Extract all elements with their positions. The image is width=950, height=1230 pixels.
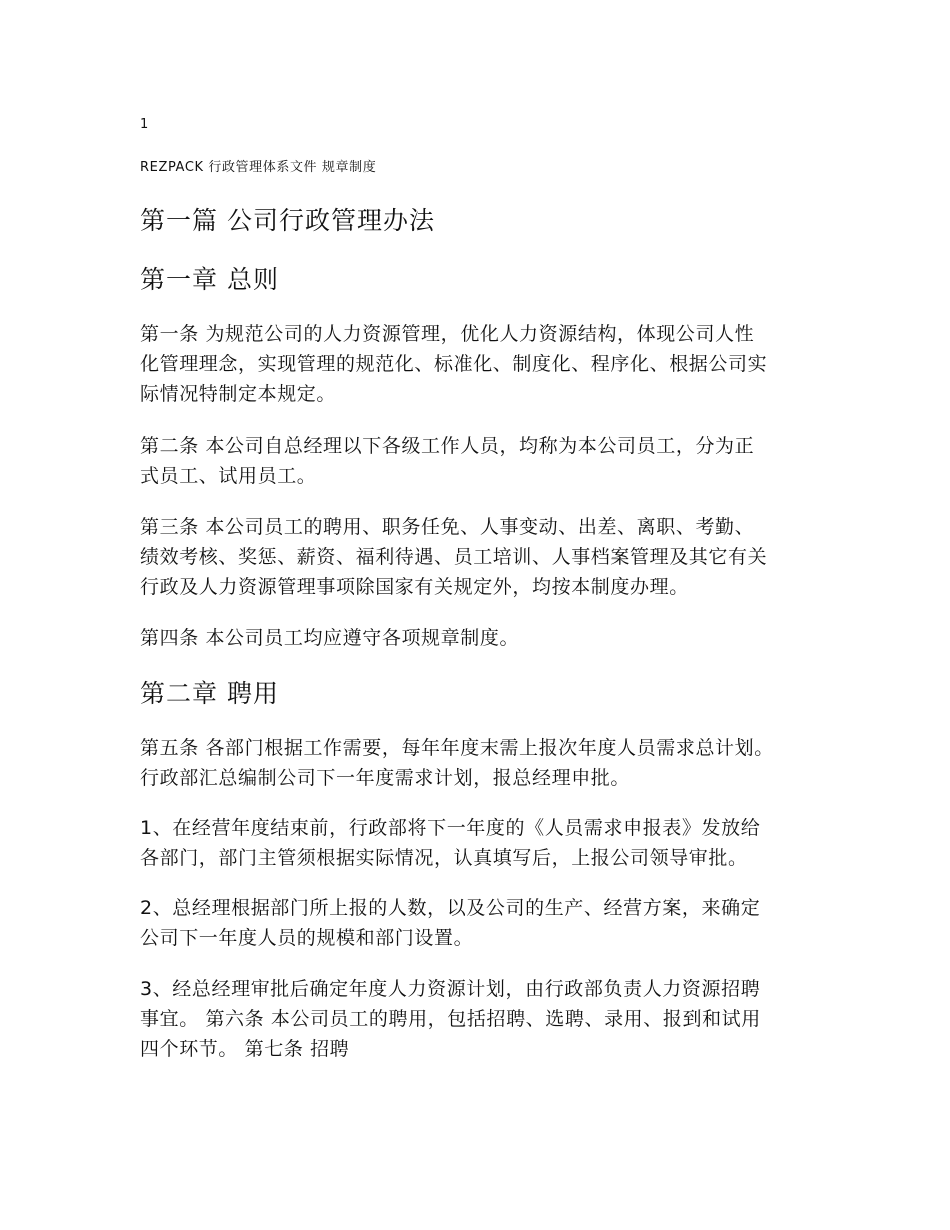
- article-paragraph: [140, 974, 815, 1064]
- paragraph-line: 第三条 本公司员工的聘用、职务任免、人事变动、出差、离职、考勤、: [140, 516, 755, 538]
- paragraph-line: 式员工、试用员工。: [140, 465, 317, 487]
- chapter-title-hiring: 第二章 聘用: [140, 679, 279, 708]
- paragraph-line: 际情况特制定本规定。: [140, 383, 337, 405]
- article-paragraph: [140, 512, 815, 602]
- paragraph-line: 绩效考核、奖惩、薪资、福利待遇、员工培训、人事档案管理及其它有关: [140, 546, 768, 568]
- paragraph-line: 第五条 各部门根据工作需要，每年年度末需上报次年度人员需求总计划。: [140, 737, 774, 759]
- paragraph-line: 行政部汇总编制公司下一年度需求计划，报总经理申批。: [140, 767, 631, 789]
- article-paragraph: [140, 319, 815, 409]
- paragraph-line: 第一条 为规范公司的人力资源管理，优化人力资源结构，体现公司人性: [140, 323, 755, 345]
- article-paragraph: [140, 893, 815, 953]
- paragraph-line: 四个环节。 第七条 招聘: [140, 1038, 350, 1060]
- part-title: 第一篇 公司行政管理办法: [140, 206, 435, 235]
- paragraph-line: 各部门，部门主管须根据实际情况，认真填写后，上报公司领导审批。: [140, 847, 748, 869]
- paragraph-line: 1、在经营年度结束前，行政部将下一年度的《人员需求申报表》发放给: [140, 817, 761, 839]
- paragraph-line: 3、经总经理审批后确定年度人力资源计划，由行政部负责人力资源招聘: [140, 978, 761, 1000]
- paragraph-line: 公司下一年度人员的规模和部门设置。: [140, 927, 474, 949]
- article-paragraph: [140, 813, 815, 873]
- paragraph-line: 2、总经理根据部门所上报的人数，以及公司的生产、经营方案，来确定: [140, 897, 761, 919]
- article-paragraph: [140, 733, 815, 793]
- document-header: REZPACK 行政管理体系文件 规章制度: [140, 160, 377, 175]
- article-paragraph: [140, 431, 815, 491]
- paragraph-line: 第二条 本公司自总经理以下各级工作人员，均称为本公司员工，分为正: [140, 435, 755, 457]
- paragraph-line: 事宜。 第六条 本公司员工的聘用，包括招聘、选聘、录用、报到和试用: [140, 1008, 761, 1030]
- chapter-title-general: 第一章 总则: [140, 265, 279, 294]
- article-paragraph: [140, 623, 815, 653]
- paragraph-line: 行政及人力资源管理事项除国家有关规定外，均按本制度办理。: [140, 576, 689, 598]
- page-number: 1: [140, 117, 149, 132]
- paragraph-line: 化管理理念，实现管理的规范化、标准化、制度化、程序化、根据公司实: [140, 353, 768, 375]
- paragraph-line: 第四条 本公司员工均应遵守各项规章制度。: [140, 627, 520, 649]
